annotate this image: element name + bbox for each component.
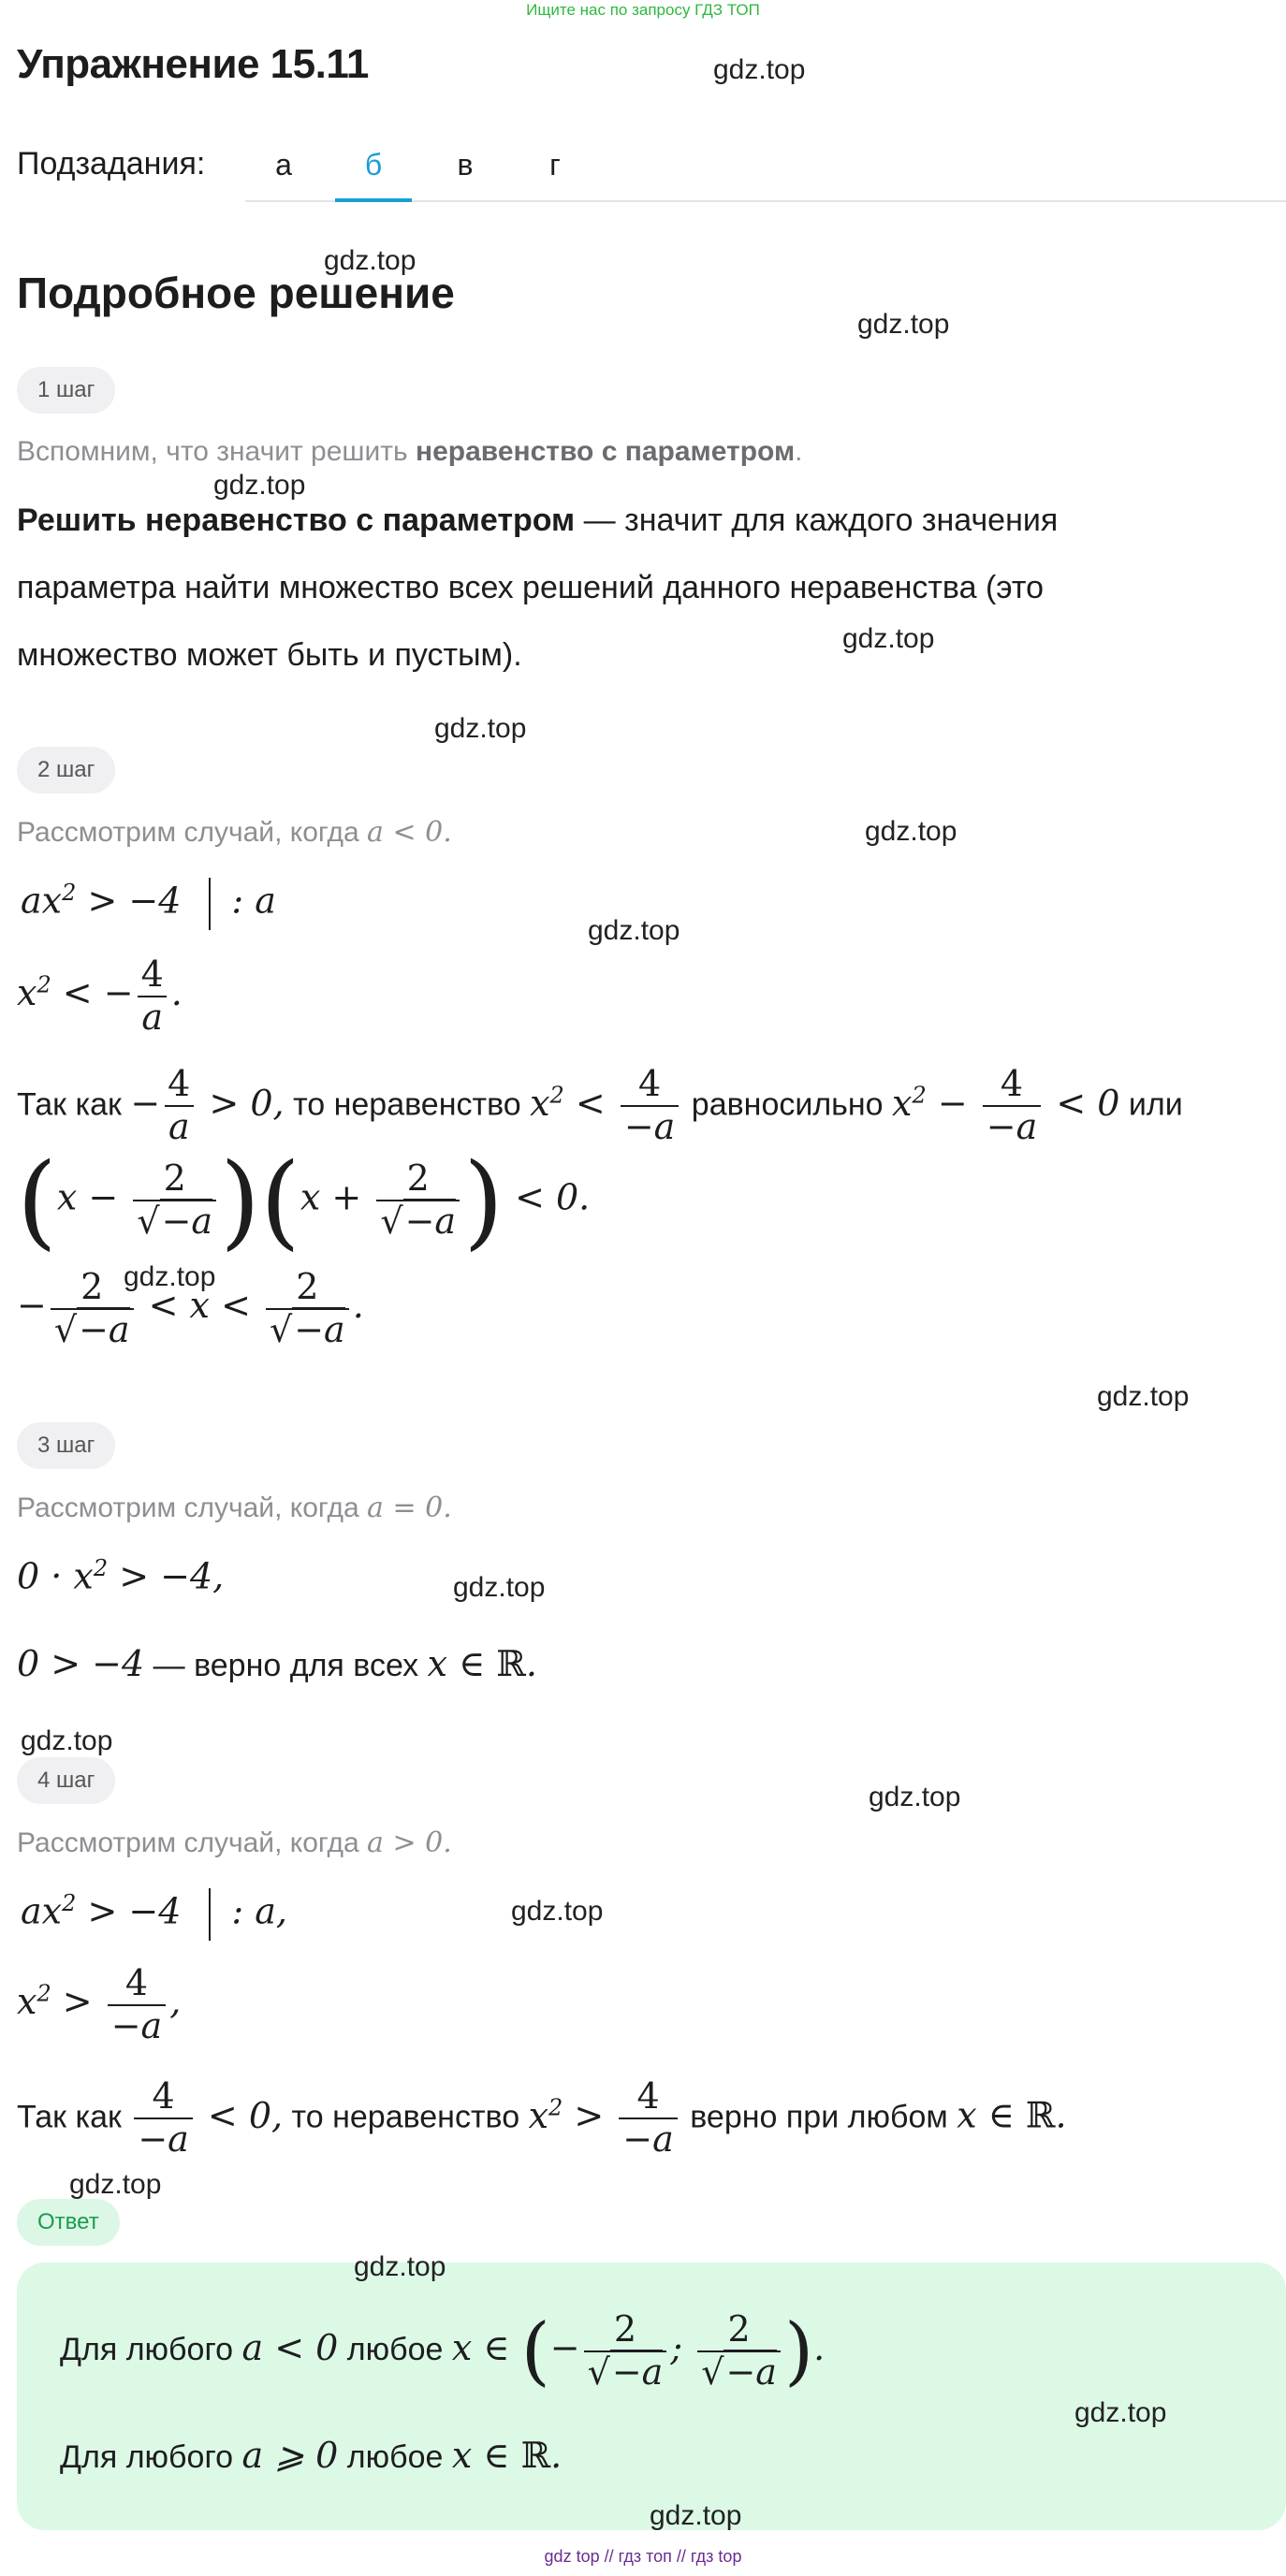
step-2-eq-4: (x − $\frac{2}{√-a}$ )(x + $\frac{2}{√-a}$ ) < 0.	[17, 1141, 591, 1260]
step-3-line-2: 0 > −4 — верно для всех x ∈ ℝ.	[17, 1643, 537, 1684]
answer-pill: Ответ	[17, 2199, 120, 2246]
watermark: gdz.top	[1074, 2397, 1167, 2428]
watermark: gdz.top	[588, 915, 680, 946]
step-4-eq-2: $x^2$ > $\frac{4}{-a}$ ,	[17, 1962, 182, 2046]
watermark: gdz.top	[650, 2500, 742, 2531]
watermark: gdz.top	[511, 1896, 604, 1927]
tab-g[interactable]: г	[549, 148, 561, 182]
top-banner[interactable]: Ищите нас по запросу ГДЗ ТОП	[526, 1, 760, 19]
step-4-pill: 4 шаг	[17, 1757, 115, 1804]
watermark: gdz.top	[69, 2169, 162, 2200]
step-4-intro: Рассмотрим случай, когда a > 0.	[17, 1826, 452, 1859]
step-2-eq-1: $ax^2 > -4$ : a	[21, 878, 276, 930]
tab-v[interactable]: в	[457, 148, 474, 182]
step-4-eq-1: $ax^2 > -4$ : a,	[21, 1888, 287, 1941]
step-2-pill: 2 шаг	[17, 747, 115, 793]
subtasks-label: Подзадания:	[17, 146, 206, 182]
watermark: gdz.top	[354, 2251, 446, 2282]
watermark: gdz.top	[213, 470, 306, 501]
tab-a[interactable]: а	[275, 148, 292, 182]
watermark: gdz.top	[434, 713, 527, 744]
step-2-eq-5: − $\frac{2}{√-a}$ < x < $\frac{2}{√-a}$ .	[17, 1266, 364, 1350]
watermark: gdz.top	[124, 1261, 216, 1292]
step-2-line-3: Так как − $\frac{4}{a}$ > 0, то неравенство $x^2$ < $\frac{4}{-a}$ равносильно $x^2$ − $\frac{4}{-a}$ < 0 или	[17, 1063, 1183, 1148]
footer-links[interactable]: gdz top // гдз топ // гдз top	[544, 2547, 742, 2566]
step-2-intro: Рассмотрим случай, когда a < 0.	[17, 816, 452, 849]
watermark: gdz.top	[713, 54, 806, 85]
step-2-eq-2: $x^2$ < − $\frac{4}{a}$ .	[17, 953, 183, 1038]
answer-line-2: Для любого a ⩾ 0 любое x ∈ ℝ.	[60, 2435, 563, 2476]
watermark: gdz.top	[324, 245, 416, 276]
step-1-pill: 1 шаг	[17, 367, 115, 414]
watermark: gdz.top	[865, 816, 957, 847]
step-1-definition: Решить неравенство с параметром — значит для каждого значения параметра найти множество всех решений данного неравенства (это множество может быть и пустым).	[17, 502, 1059, 673]
watermark: gdz.top	[842, 623, 935, 654]
watermark: gdz.top	[869, 1782, 961, 1812]
subtasks-tabs	[245, 131, 1286, 202]
watermark: gdz.top	[857, 309, 950, 340]
page-title: Упражнение 15.11	[17, 41, 369, 87]
step-4-line-3: Так как $\frac{4}{-a}$ < 0, то неравенство $x^2$ > $\frac{4}{-a}$ верно при любом x ∈ ℝ.	[17, 2075, 1067, 2161]
watermark: gdz.top	[1097, 1381, 1190, 1412]
answer-line-1: Для любого a < 0 любое x ∈ (− $\frac{2}{√-a}$ ; $\frac{2}{√-a}$ ).	[60, 2307, 826, 2394]
step-3-eq-1: $0 \cdot x^2 > -4$,	[17, 1555, 225, 1597]
tab-b[interactable]: б	[335, 146, 412, 202]
step-3-pill: 3 шаг	[17, 1422, 115, 1469]
step-1-intro: Вспомним, что значит решить неравенство с параметром.	[17, 436, 803, 467]
step-3-intro: Рассмотрим случай, когда a = 0.	[17, 1492, 452, 1524]
watermark: gdz.top	[453, 1572, 546, 1603]
section-title: Подробное решение	[17, 269, 455, 317]
watermark: gdz.top	[21, 1725, 113, 1756]
